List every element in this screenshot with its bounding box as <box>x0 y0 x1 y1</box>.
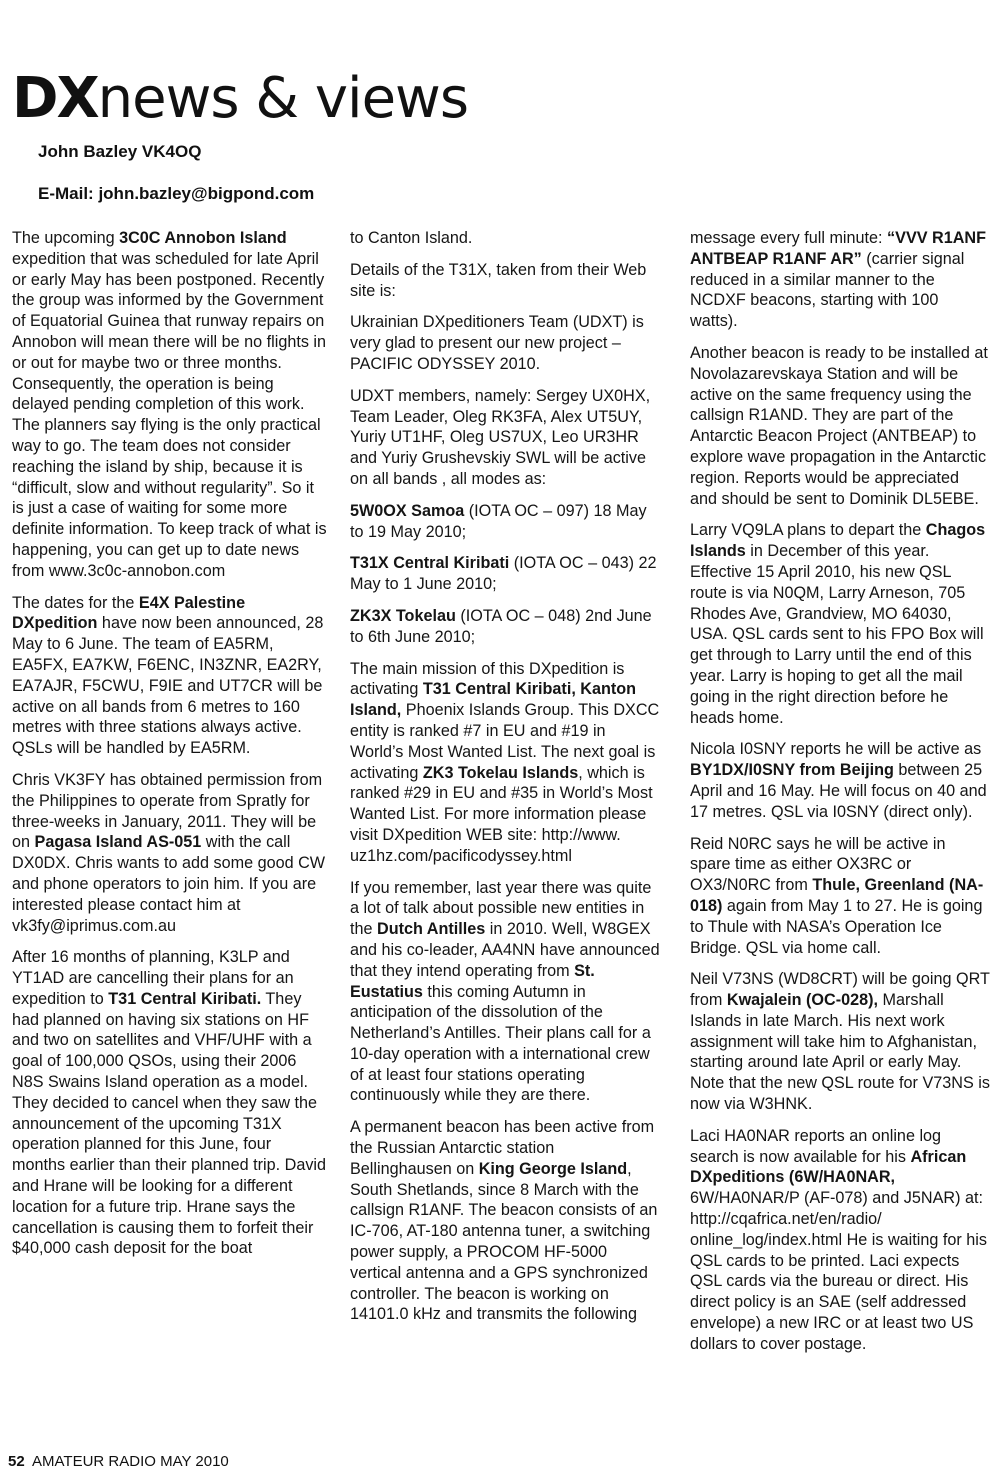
article-paragraph <box>350 501 660 543</box>
text-run: Neil V73NS (WD8CRT) will be going QRT from <box>690 970 990 1010</box>
article-paragraph <box>690 969 990 1115</box>
text-run: Marshall Islands in late March. His next work assignment will take him to Afghanistan, starting around late April or early May. Note that the new QSL route for V73NS is now via W3HNK. <box>690 991 990 1114</box>
bold-text: ZK3 Tokelau Islands <box>422 763 579 782</box>
page-footer <box>8 1453 229 1470</box>
bold-text: T31 Central Kiribati. <box>108 989 262 1008</box>
article-paragraph <box>690 520 990 728</box>
bold-text: “VVV R1ANF ANTBEAP R1ANF AR” <box>690 229 986 268</box>
text-run: (IOTA OC – 097) 18 May to 19 May 2010; <box>350 501 647 541</box>
text-run: (IOTA OC – 048) 2nd June to 6th June 2010; <box>350 606 652 646</box>
article-paragraph <box>350 386 660 490</box>
title-dx: DX <box>12 66 98 131</box>
column-3 <box>690 228 990 1366</box>
text-run: Another beacon is ready to be installed at Novolazarevskaya Station and will be active on the same frequency using the callsign R1AND. They are part of the Antarctic Beacon Project (ANTBEAP) to explore wave propagation in the Antarctic region. Reports would be appreciated and should be sent to Dominik DL5EBE. <box>690 343 988 508</box>
text-run: with the call DX0DX. Chris wants to add some good CW and phone operators to join him. If you are interested please contact him at vk3fy@iprimus.com.au <box>12 833 326 935</box>
article-paragraph <box>350 1117 660 1325</box>
bold-text: ZK3X Tokelau <box>350 606 456 625</box>
article-paragraph <box>690 739 990 822</box>
author-byline: John Bazley VK4OQ <box>38 142 202 161</box>
page-number: 52 <box>8 1453 25 1470</box>
article-paragraph <box>12 593 328 759</box>
article-paragraph <box>350 659 660 867</box>
author-email: E-Mail: john.bazley@bigpond.com <box>38 184 315 203</box>
article-paragraph <box>12 947 328 1259</box>
bold-text: T31X Central Kiribati <box>350 554 510 573</box>
column-2 <box>350 228 660 1336</box>
bold-text: African DXpeditions (6W/HA0NAR, <box>690 1147 967 1187</box>
text-run: in 2010. Well, W8GEX and his co-leader, AA4NN have announced that they intend operating from <box>350 920 660 980</box>
text-run: If you remember, last year there was quite a lot of talk about possible new entities in the <box>350 878 652 939</box>
bold-text: Kwajalein (OC-028), <box>726 991 879 1010</box>
text-run: in December of this year. Effective 15 April 2010, his new QSL route is via N0QM, Larry Arneson, 705 Rhodes Ave, Grandview, MO 64030, USA. QSL cards sent to his FPO Box will get through to Larry until the end of this year. Larry is hoping to get all the mail going in the right direction before he heads home. <box>690 542 984 727</box>
article-paragraph <box>350 228 660 249</box>
text-run: 6W/HA0NAR/P (AF-078) and J5NAR) at: http://cqafrica.net/en/radio/ online_log/index.html He is waiting for his QSL cards to be printed. Laci expects QSL cards via the bureau or direct. His direct policy is an SAE (self addressed envelope) a new IRC or at least two US dollars to cover postage. <box>690 1189 987 1353</box>
text-run: The upcoming <box>12 229 120 247</box>
bold-text: Dutch Antilles <box>377 920 486 939</box>
article-paragraph <box>350 312 660 374</box>
text-run: have now been announced, 28 May to 6 June. The team of EA5RM, EA5FX, EA7KW, F6ENC, IN3ZNR, EA2RY, EA7AJR, F5CWU, F9IE and UT7CR will be active on all bands from 6 metres to 160 metres with three stations always active. QSLs will be handled by EA5RM. <box>12 614 324 758</box>
article-paragraph <box>690 834 990 959</box>
text-run: Details of the T31X, taken from their Web site is: <box>350 260 647 300</box>
text-run: They had planned on having six stations on HF and two on satellites and VHF/UHF with a goal of 100,000 QSOs, using their 2006 N8S Swains Island operation as a model. They decided to cancel when they saw the announcement of the upcoming T31X operation planned for this June, four months earlier than their planned trip. David and Hrane will be looking for a different location for a future trip. Hrane says the cancellation is causing them to forfeit their $40,000 cash deposit for the boat <box>12 989 327 1258</box>
text-run: The main mission of this DXpedition is activating <box>350 659 625 699</box>
page-header <box>12 68 992 130</box>
article-paragraph <box>12 228 328 582</box>
text-run: After 16 months of planning, K3LP and YT1AD are cancelling their plans for an expedition to <box>12 948 294 1008</box>
text-run: The dates for the <box>12 593 139 612</box>
article-paragraph <box>350 878 660 1107</box>
bold-text: King George Island <box>478 1159 628 1178</box>
bold-text: 5W0OX Samoa <box>350 501 465 520</box>
text-run: A permanent beacon has been active from the Russian Antarctic station Bellinghausen on <box>350 1118 655 1178</box>
text-run: message every full minute: <box>690 229 888 247</box>
article-paragraph <box>690 343 990 509</box>
text-run: UDXT members, namely: Sergey UX0HX, Team Leader, Oleg RK3FA, Alex UT5UY, Yuriy UT1HF, Oleg US7UX, Leo UR3HR and Yuriy Grushevskiy SWL will be active on all bands , all modes as: <box>350 386 651 488</box>
text-run: this coming Autumn in anticipation of the dissolution of the Netherland’s Antilles. Their plans call for a 10-day operation with a international crew of at least four stations operating continuously while they are there. <box>350 982 651 1105</box>
article-paragraph <box>350 606 660 648</box>
bold-text: Thule, Greenland (NA-018) <box>690 876 984 915</box>
article-paragraph <box>690 228 990 332</box>
text-run: Nicola I0SNY reports he will be active as <box>690 740 982 759</box>
text-run: (carrier signal reduced in a similar manner to the NCDXF beacons, starting with 100 watts). <box>690 249 965 331</box>
article-paragraph <box>12 770 328 936</box>
bold-text: T31 Central Kiribati, Kanton Island, <box>350 680 637 720</box>
text-run: Chris VK3FY has obtained permission from the Philippines to operate from Spratly for three-weeks in January, 2011. They will be on <box>12 770 323 852</box>
text-run: again from May 1 to 27. He is going to Thule with NASA’s Operation Ice Bridge. QSL via home call. <box>690 896 983 957</box>
article-paragraph <box>690 1126 990 1355</box>
bold-text: Chagos Islands <box>690 521 986 561</box>
text-run: , South Shetlands, since 8 March with the callsign R1ANF. The beacon consists of an IC-706, AT-180 antenna tuner, a switching power supply, a PROCOM HF-5000 vertical antenna and a GPS synchronized controller. The beacon is working on 14101.0 kHz and transmits the following <box>350 1159 658 1324</box>
bold-text: E4X Palestine DXpedition <box>12 593 246 633</box>
text-run: expedition that was scheduled for late April or early May has been postponed. Recently the group was informed by the Government of Equatorial Guinea that runway repairs on Annobon will mean there will be no flights in or out for maybe two or three months. Consequently, the operation is being delayed pending completion of this work. The planners say flying is the only practical way to go. The team does not consider reaching the island by ship, because it is “difficult, slow and without regularity”. So it is just a case of waiting for some more definite information. To keep track of what is happening, you can get up to date news from www.3c0c-annobon.com <box>12 249 327 580</box>
text-run: Larry VQ9LA plans to depart the <box>690 521 926 540</box>
article-paragraph <box>350 260 660 302</box>
column-1 <box>12 228 328 1270</box>
page-title <box>12 68 992 130</box>
title-rest: news & views <box>97 66 468 131</box>
text-run: Ukrainian DXpeditioners Team (UDXT) is very glad to present our new project – PACIFIC ODYSSEY 2010. <box>350 313 644 373</box>
bold-text: 3C0C Annobon Island <box>119 229 287 247</box>
bold-text: Pagasa Island AS-051 <box>34 833 202 852</box>
text-run: , which is ranked #29 in EU and #35 in World’s Most Wanted List. For more information please visit DXpedition WEB site: http://www. uz1hz.com/pacificodyssey.html <box>350 763 653 865</box>
text-run: between 25 April and 16 May. He will focus on 40 and 17 metres. QSL via I0SNY (direct only). <box>690 761 987 821</box>
text-run: Laci HA0NAR reports an online log search is now available for his <box>690 1126 942 1166</box>
text-run: Phoenix Islands Group. This DXCC entity is ranked #7 in EU and #19 in World’s Most Wanted List. The next goal is activating <box>350 701 660 782</box>
bold-text: BY1DX/I0SNY from Beijing <box>690 761 894 780</box>
text-run: Reid N0RC says he will be active in spare time as either OX3RC or OX3/N0RC from <box>690 834 946 895</box>
publication-line: AMATEUR RADIO MAY 2010 <box>32 1453 229 1470</box>
text-run: (IOTA OC – 043) 22 May to 1 June 2010; <box>350 554 657 594</box>
article-paragraph <box>350 553 660 595</box>
text-run: to Canton Island. <box>350 229 473 247</box>
bold-text: St. Eustatius <box>350 961 595 1001</box>
